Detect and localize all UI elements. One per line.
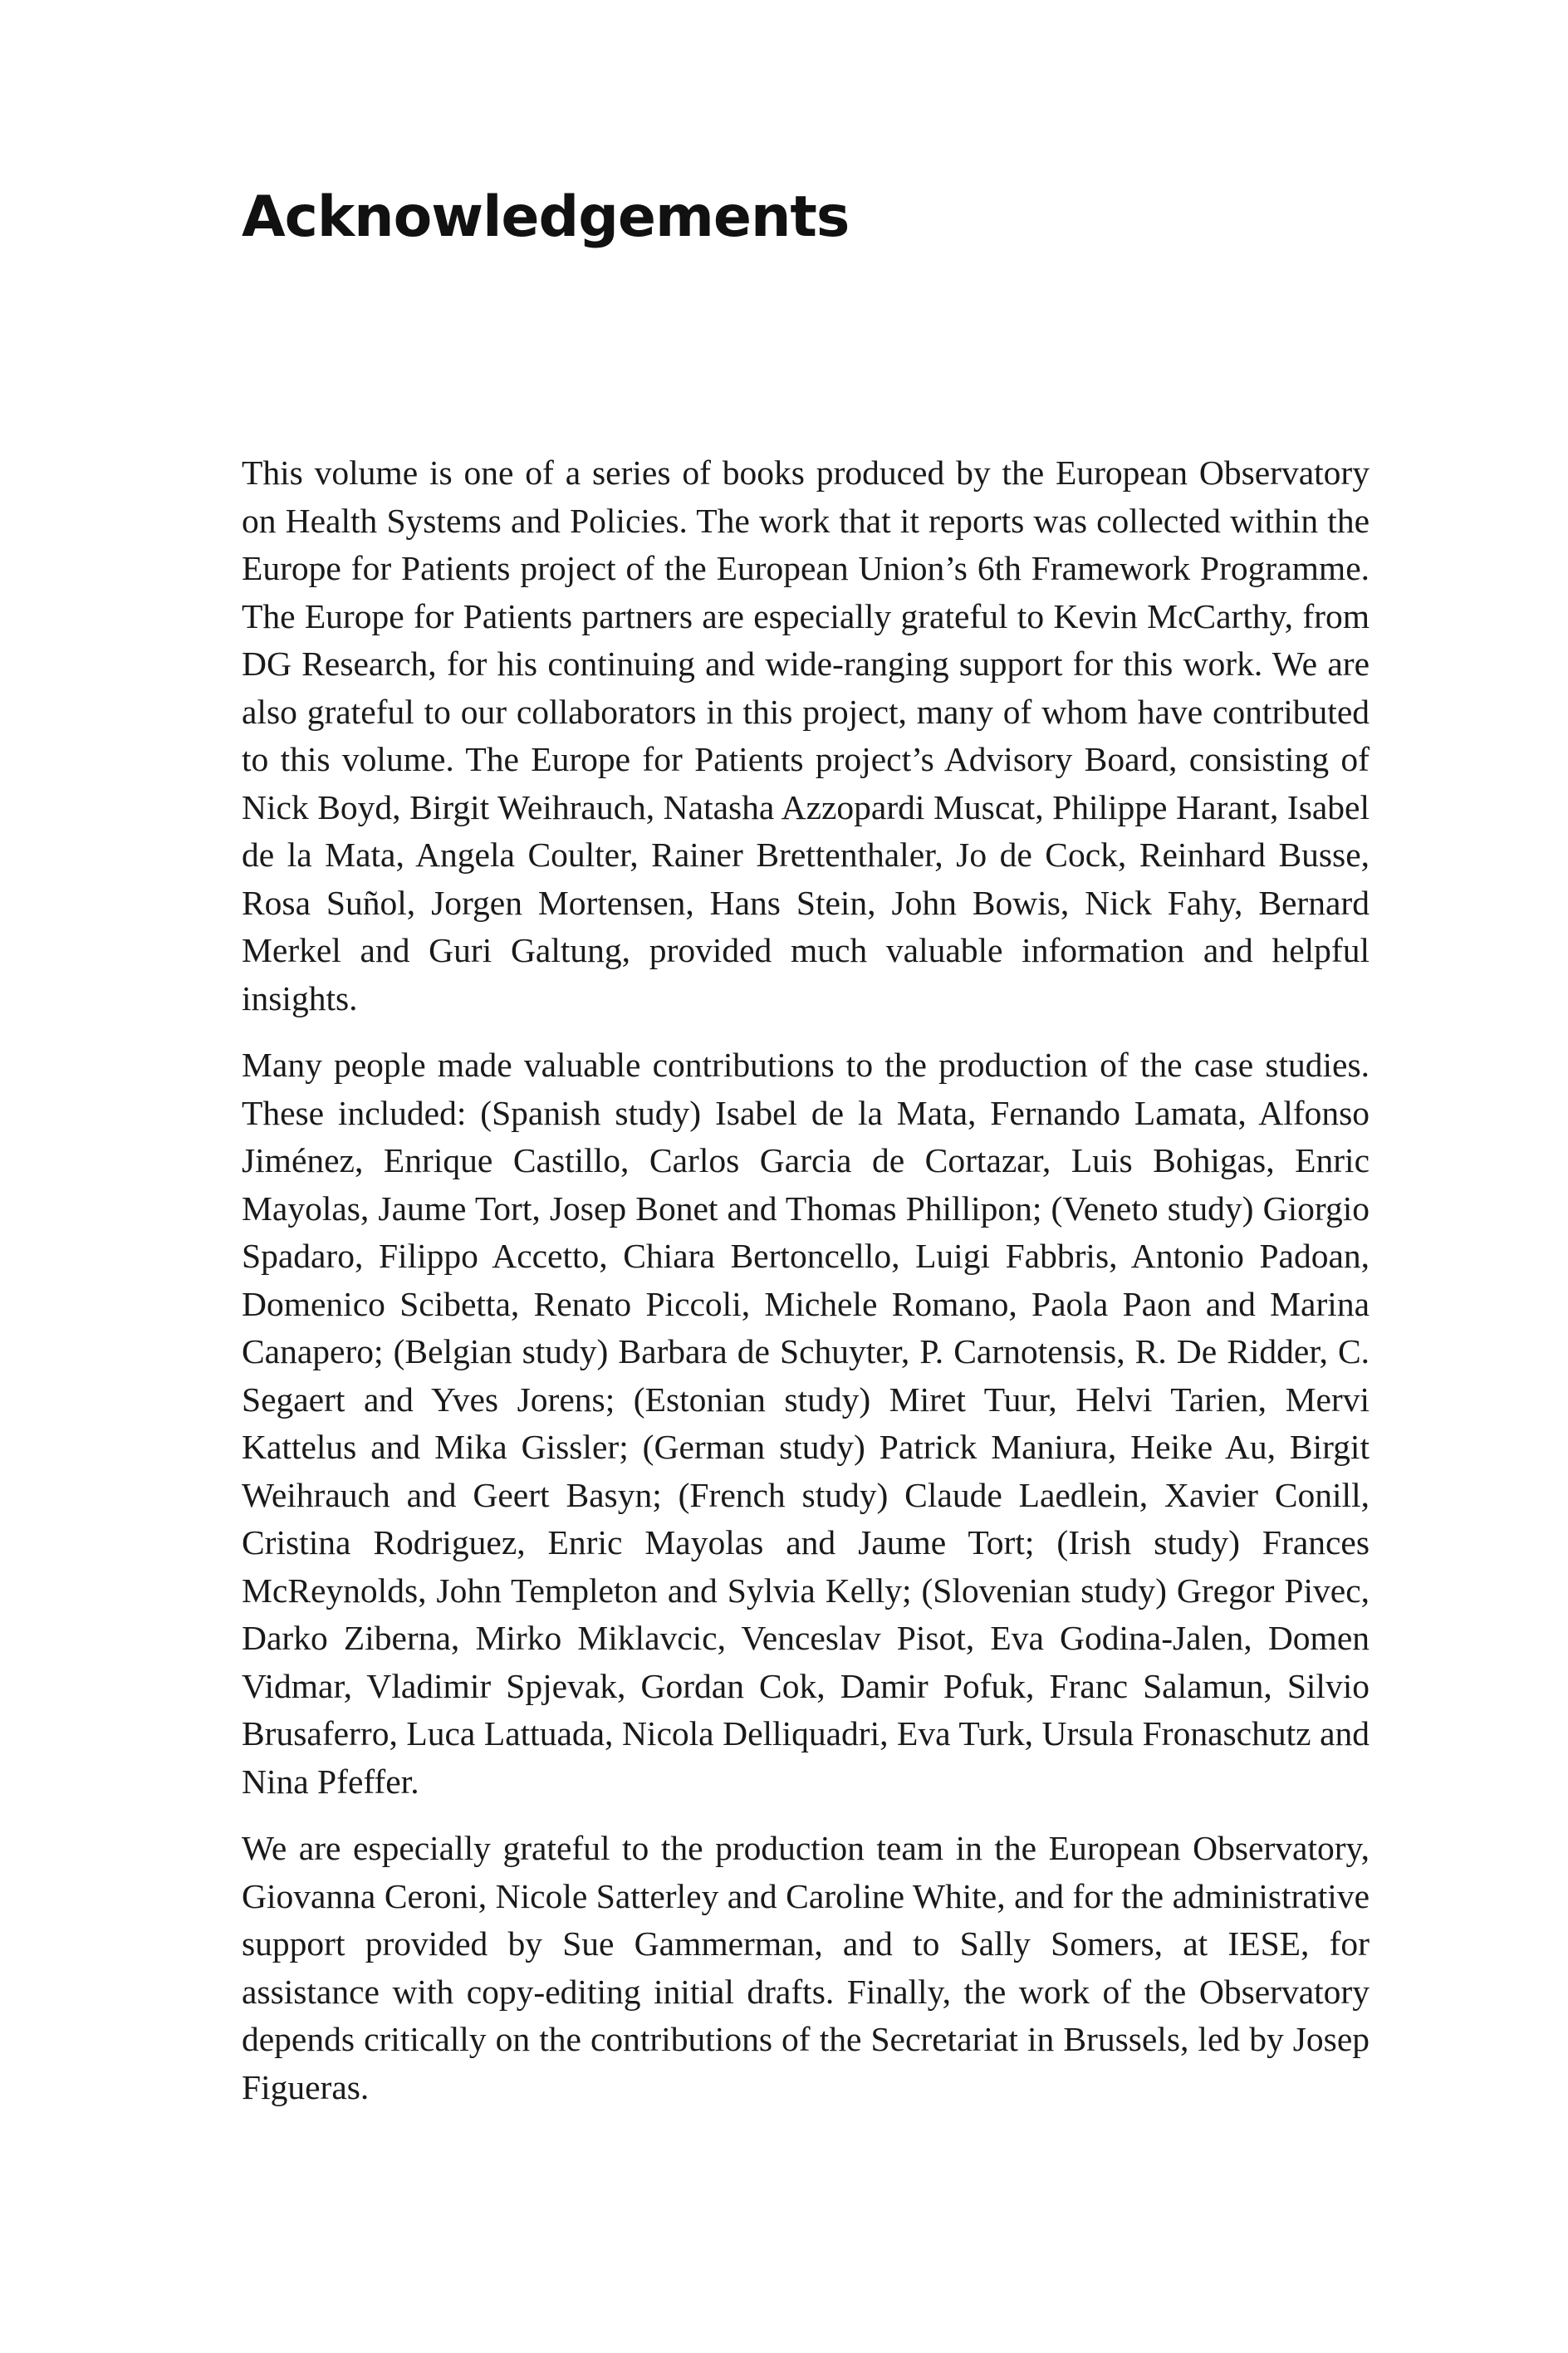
body-text (242, 449, 1370, 2130)
paragraph-2: Many people made valuable contributions to the production of the case studies. These included: (Spanish study) Isabel de la Mata, Fernando Lamata, Alfonso Jiménez, Enrique Castillo, Carlos Garcia de Cortazar, Luis Bohigas, Enric Mayolas, Jaume Tort, Josep Bonet and Thomas Phillipon; (Veneto study) Giorgio Spadaro, Filippo Accetto, Chiara Bertoncello, Luigi Fabbris, Antonio Padoan, Domenico Scibetta, Renato Piccoli, Michele Romano, Paola Paon and Marina Canapero; (Belgian study) Barbara de Schuyter, P. Carnotensis, R. De Ridder, C. Segaert and Yves Jorens; (Estonian study) Miret Tuur, Helvi Tarien, Mervi Kattelus and Mika Gissler; (German study) Patrick Maniura, Heike Au, Birgit Weihrauch and Geert Basyn; (French study) Claude Laedlein, Xavier Conill, Cristina Rodriguez, Enric Mayolas and Jaume Tort; (Irish study) Frances McReynolds, John Templeton and Sylvia Kelly; (Slovenian study) Gregor Pivec, Darko Ziberna, Mirko Miklavcic, Venceslav Pisot, Eva Godina-Jalen, Domen Vidmar, Vladimir Spjevak, Gordan Cok, Damir Pofuk, Franc Salamun, Silvio Brusaferro, Luca Lattuada, Nicola Delliquadri, Eva Turk, Ursula Fronaschutz and Nina Pfeffer. (242, 1046, 1370, 1801)
paragraph-3: We are especially grateful to the production team in the European Observatory, Giovanna Ceroni, Nicole Satterley and Caroline White, and for the administrative support provided by Sue Gammerman, and to Sally Somers, at IESE, for assistance with copy-editing initial drafts. Finally, the work of the Observatory depends critically on the contributions of the Secretariat in Brussels, led by Josep Figueras. (242, 1829, 1370, 2106)
paragraph-1: This volume is one of a series of books produced by the European Observatory on Health Systems and Policies. The work that it reports was collected within the Europe for Patients project of the European Union’s 6th Framework Programme. The Europe for Patients partners are especially grateful to Kevin McCarthy, from DG Research, for his continuing and wide-ranging support for this work. We are also grateful to our collaborators in this project, many of whom have contributed to this volume. The Europe for Patients project’s Advisory Board, consisting of Nick Boyd, Birgit Weihrauch, Natasha Azzopardi Muscat, Philippe Harant, Isabel de la Mata, Angela Coulter, Rainer Brettenthaler, Jo de Cock, Reinhard Busse, Rosa Suñol, Jorgen Mortensen, Hans Stein, John Bowis, Nick Fahy, Bernard Merkel and Guri Galtung, provided much valuable information and helpful insights. (242, 453, 1370, 1017)
page-title: Acknowledgements (242, 184, 850, 250)
